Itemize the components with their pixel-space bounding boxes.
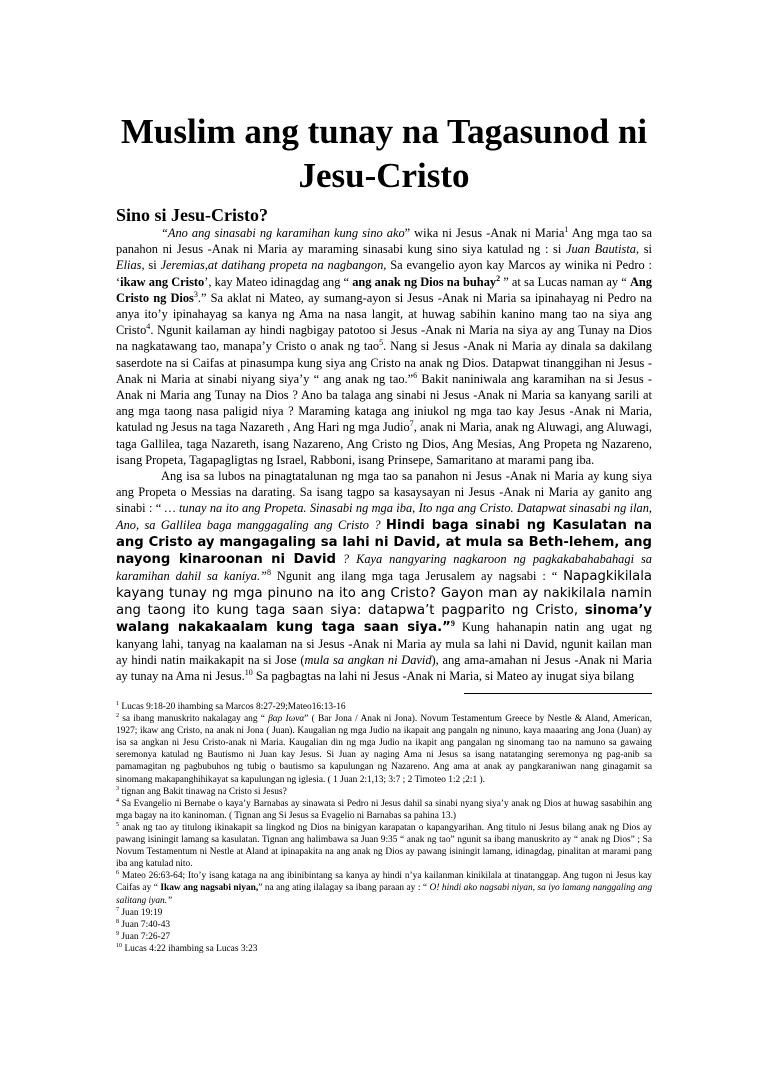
footnotes <box>116 701 652 955</box>
footnote-7: $^7$ Juan 19:19 <box>116 906 163 918</box>
page-title: Muslim ang tunay na Tagasunod ni Jesu-Cristo <box>120 112 648 195</box>
footnote-5: $^5$ anak ng tao ay titulong ikinakapit sa lingkod ng Dios na binigyan karapatan o kapangyarihan. Ang titulo ni Jesus bilang anak ng Dios ay pawang isiningit lamang sa kasulatan. Tignan ang halimbawa sa Juan 9:35 “ anak ng tao” ngunit sa ibang manuskrito ay “ anak ng Dios” ; Sa Novum Testamentum ni Nestle at Aland at ipinapakita na ang anak ng Dios ay pawang isiningit lamang, idinagdag, pinalitan at marami pang iba ang katulad nito. <box>116 821 652 870</box>
footnote-4: $^4$ Sa Evangelio ni Bernabe o kaya’y Barnabas ay sinawata si Pedro ni Jesus dahil sa sinabi nyang siya’y anak ng Dios at huwag sasabihin ang mga bagay na ito kaninoman. ( Tignan ang Si Jesus sa Evagelio ni Barnabas sa pahina 13.) <box>116 797 652 821</box>
section-heading: Sino si Jesu-Cristo? <box>116 205 269 225</box>
footnote-6: $^6$ Mateo 26:63-64; Ito’y isang kataga na ang ibinibintang sa kanya ay hindi n’ya kailanman kinikilala at tinatanggap. Ang tugon ni Jesus kay Caifas ay “ Ikaw ang nagsabi niyan,” na ang ating ilalagay sa ibang paraan ay : “ O! hindi ako nagsabi niyan, sa iyo lamang nanggaling ang salitang iyan.” <box>116 870 653 906</box>
footnote-3: $^3$ tignan ang Bakit tinawag na Cristo si Jesus? <box>116 785 287 797</box>
footnote-ref: 1 <box>564 224 569 234</box>
footnote-ref: 7 <box>409 419 414 429</box>
footnote-10: $^{10}$ Lucas 4:22 ihambing sa Lucas 3:23 <box>116 942 258 954</box>
footnote-ref: 8 <box>266 567 271 577</box>
footnote-8: $^8$ Juan 7:40-43 <box>116 918 171 930</box>
body-text <box>116 225 652 684</box>
footnote-9: $^9$ Juan 7:26-27 <box>116 930 171 942</box>
paragraph-1: “Ano ang sinasabi ng karamihan kung sino ako” wika ni Jesus -Anak ni Maria$^1$ Ang mga tao sa panahon ni Jesus -Anak ni Maria ay maraming sinasabi kung sino siya katulad ng : si Juan Bautista, si Elias, si Jeremias,at datihang propeta na nagbangon, Sa evangelio ayon kay Marcos ay winika ni Pedro : ‘ikaw ang Cristo’, kay Mateo idinagdag ang “ ang anak ng Dios na buhay$^2$ ” at sa Lucas naman ay “ Ang Cristo ng Dios$^3$.” Sa aklat ni Mateo, ay sumang-ayon si Jesus -Anak ni Maria sa ipinahayag ni Pedro na anya ito’y ipinahayag sa kanya ng Ama na nasa langit, at huwag sabihin kanino mang tao na siya ang Cristo$^4$. Ngunit kailaman ay hindi nagbigay patotoo si Jesus -Anak ni Maria na siya ay ang Tunay na Dios na nagkatawang tao, manapa’y Cristo o anak ng tao$^5$. Nang si Jesus -Anak ni Maria ay dinala sa dakilang saserdote na si Caifas at pinasumpa kung siya ang Cristo na anak ng Dios. Datapwat tinanggihan ni Jesus -Anak ni Maria at sinabi niyang siya’y “ ang anak ng tao.”$^6$ Bakit naniniwala ang karamihan na si Jesus -Anak ni Maria ang Tunay na Dios ? Ano ba talaga ang sinabi ni Jesus -Anak ni Maria sa kanyang sarili at ang mga taong nasa paligid niya ? Maraming kataga ang iniukol ng mga tao kay Jesus -Anak ni Maria, katulad ng Jesus na taga Nazareth , Ang Hari ng mga Judio$^7$, anak ni Maria, anak ng Aluwagi, ang Aluwagi, taga Gallilea, taga Nazareth, isang Nazareno, Ang Cristo ng Dios, Ang Mesias, Ang Propeta ng Nazareno, isang Propeta, Tagapagligtas ng Israel, Rabboni, isang Prinsepe, Samaritano at marami pang iba. <box>116 224 652 467</box>
paragraph-2: Ang isa sa lubos na pinagtatalunan ng mga tao sa panahon ni Jesus -Anak ni Maria ay kung siya ang Propeta o Messias na darating. Sa isang tagpo sa kasaysayan ni Jesus -Anak ni Maria ay ganito ang sinabi : “ … tunay na ito ang Propeta. Sinasabi ng mga iba, Ito nga ang Cristo. Datapwat sinasabi ng ilan, Ano, sa Gallilea baga manggagaling ang Cristo ? Hindi baga sinabi ng Kasulatan na ang Cristo ay mangagaling sa lahi ni David, at mula sa Beth-lehem, ang nayong kinaroonan ni David ? Kaya nangyaring nagkaroon ng pagkakabahabahagi sa karamihan dahil sa kaniya.”$^8$ Ngunit ang ilang mga taga Jerusalem ay nagsabi : “ Napagkikilala kayang tunay ng mga pinuno na ito ang Cristo? Gayon man ay nakikilala namin ang taong ito kung taga saan siya: datapwa’t pagparito ng Cristo, sinoma’y walang nakakaalam kung taga saan siya.”$^9$ Kung hahanapin natin ang ugat ng kanyang lahi, tanyag na kaalaman na si Jesus -Anak ni Maria ay mula sa lahi ni David, ngunit kailan man ay hindi natin maikakapit na si Jose (mula sa angkan ni David), ang ama-amahan ni Jesus -Anak ni Maria ay tunay na Ama ni Jesus.$^{10}$ Sa pagbagtas na lahi ni Jesus -Anak ni Maria, si Mateo ay inugat siya bilang <box>116 469 653 684</box>
footnote-ref: 9 <box>450 618 455 628</box>
footnote-ref: 6 <box>413 370 418 380</box>
footnote-ref: 2 <box>496 273 501 283</box>
footnote-ref: 3 <box>193 289 198 299</box>
footnote-ref: 5 <box>379 338 384 348</box>
footnote-separator <box>464 693 652 694</box>
footnote-ref: 4 <box>146 322 151 332</box>
footnote-2: $^2$ sa ibang manuskrito nakalagay ang “ βαρ Ιωνα” ( Bar Jona / Anak ni Jona). Novum Testamentum Greece by Nestle & Aland, American, 1927; ikaw ang Cristo, na anak ni Jona ( Juan). Kaugalian ng mga Judio na ikapait ang pangaln ng ninuno, kaya maaaring ang Jona (Juan) ay isa sa angkan ni Jesu Cristo-anak ni Maria. Kaugalian din ng mga Judio na ikapit ang pangalan ng sinomang tao na namuno sa gawaing seremonya katulad ng Bautismo ni Juan kay Jesus. Si Juan ay naging Ama ni Jesus sa isang natatanging seremonya ng pag-anib sa pamamagitan ng pagbubuhos ng tubig o bautismo sa kapulungan ng Nazareno. Ang ama at anak ay pangkaraniwan nang ginagamit sa sinomang makapanghihikayat sa kapulungan ng iglesia. ( 1 Juan 2:1,13; 3:7 ; 2 Timoteo 1:2 ;2:1 ). <box>116 712 652 785</box>
footnote-ref: 10 <box>244 667 253 677</box>
footnote-1: $^1$ Lucas 9:18-20 ihambing sa Marcos 8:27-29;Mateo16:13-16 <box>116 700 346 712</box>
